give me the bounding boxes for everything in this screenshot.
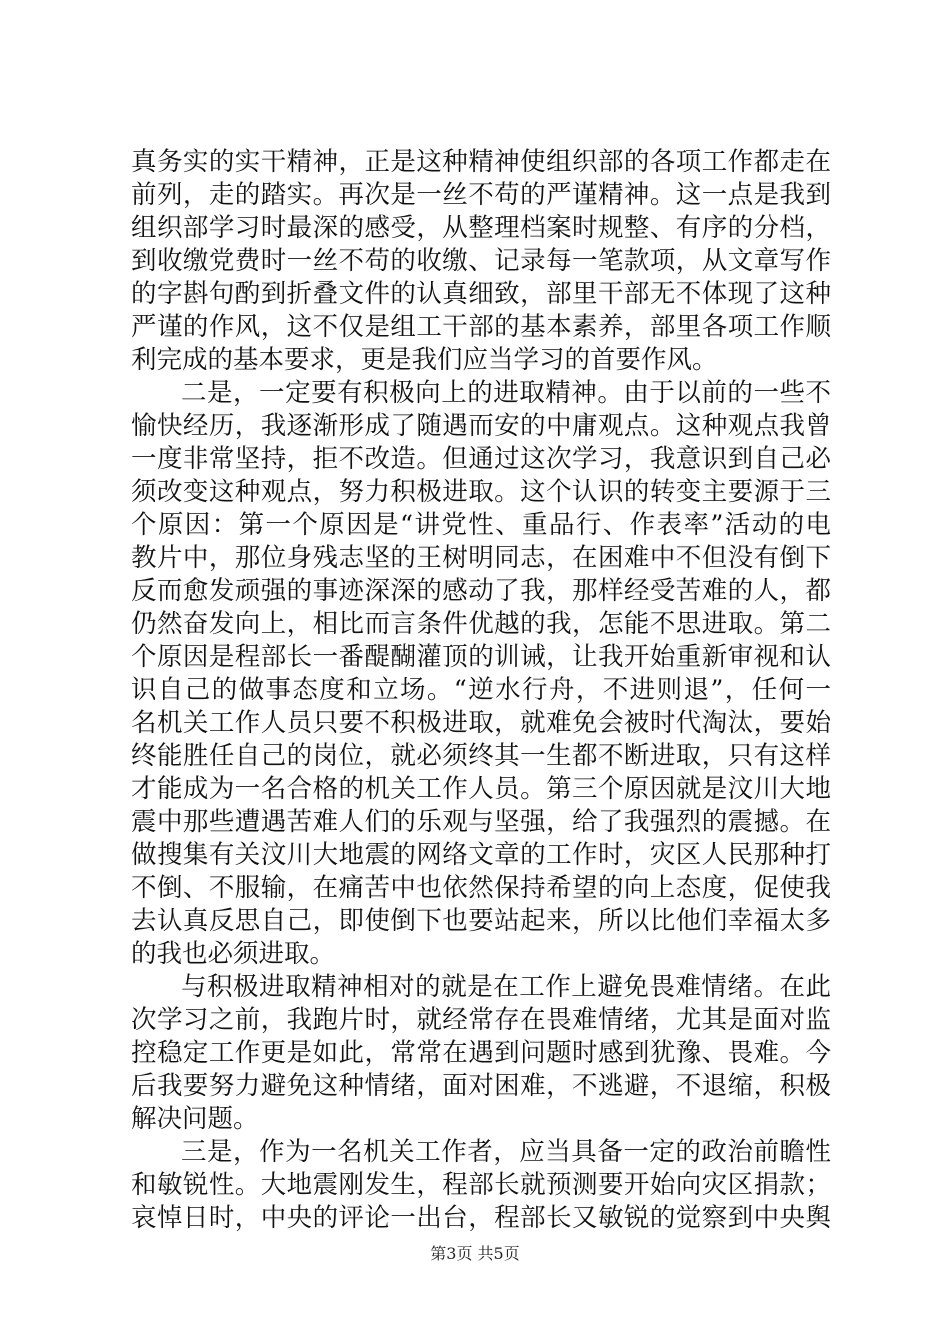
- text-line: 严谨的作风，这不仅是组工干部的基本素养，部里各项工作顺: [131, 312, 831, 342]
- text-line: 三是，作为一名机关工作者，应当具备一定的政治前瞻性: [181, 1137, 831, 1167]
- text-line: 次学习之前，我跑片时，就经常存在畏难情绪，尤其是面对监: [131, 1005, 831, 1035]
- text-line: 名机关工作人员只要不积极进取，就难免会被时代淘汰，要始: [131, 708, 831, 738]
- text-line: 哀悼日时，中央的评论一出台，程部长又敏锐的觉察到中央舆: [131, 1203, 831, 1233]
- text-line: 反而愈发顽强的事迹深深的感动了我，那样经受苦难的人，都: [131, 576, 831, 606]
- page-footer: 第3页 共5页: [430, 1244, 520, 1263]
- text-line: 做搜集有关汶川大地震的网络文章的工作时，灾区人民那种打: [131, 840, 831, 870]
- text-line: 的我也必须进取。: [131, 939, 336, 969]
- text-line: 才能成为一名合格的机关工作人员。第三个原因就是汶川大地: [131, 774, 831, 804]
- text-line: 一度非常坚持，拒不改造。但通过这次学习，我意识到自己必: [131, 444, 831, 474]
- text-line: 解决问题。: [131, 1104, 259, 1134]
- text-line: 不倒、不服输，在痛苦中也依然保持希望的向上态度，促使我: [131, 873, 831, 903]
- text-line: 二是，一定要有积极向上的进取精神。由于以前的一些不: [181, 378, 831, 408]
- text-line: 终能胜任自己的岗位，就必须终其一生都不断进取，只有这样: [131, 741, 831, 771]
- text-line: 和敏锐性。大地震刚发生，程部长就预测要开始向灾区捐款；: [131, 1170, 831, 1200]
- text-line: 去认真反思自己，即使倒下也要站起来，所以比他们幸福太多: [131, 906, 831, 936]
- text-line: 的字斟句酌到折叠文件的认真细致，部里干部无不体现了这种: [131, 279, 831, 309]
- text-line: 后我要努力避免这种情绪，面对困难，不逃避，不退缩，积极: [131, 1071, 831, 1101]
- text-line: 识自己的做事态度和立场。“逆水行舟，不进则退”，任何一: [131, 675, 831, 705]
- text-line: 与积极进取精神相对的就是在工作上避免畏难情绪。在此: [181, 972, 831, 1002]
- text-line: 震中那些遭遇苦难人们的乐观与坚强，给了我强烈的震撼。在: [131, 807, 831, 837]
- text-line: 仍然奋发向上，相比而言条件优越的我，怎能不思进取。第二: [131, 609, 831, 639]
- text-line: 前列，走的踏实。再次是一丝不苟的严谨精神。这一点是我到: [131, 180, 831, 210]
- text-line: 须改变这种观点，努力积极进取。这个认识的转变主要源于三: [131, 477, 831, 507]
- text-line: 利完成的基本要求，更是我们应当学习的首要作风。: [131, 345, 718, 375]
- text-line: 教片中，那位身残志坚的王树明同志，在困难中不但没有倒下: [131, 543, 831, 573]
- text-line: 组织部学习时最深的感受，从整理档案时规整、有序的分档，: [131, 213, 831, 243]
- text-line: 愉快经历，我逐渐形成了随遇而安的中庸观点。这种观点我曾: [131, 411, 831, 441]
- text-line: 个原因：第一个原因是“讲党性、重品行、作表率”活动的电: [131, 510, 831, 540]
- text-line: 控稳定工作更是如此，常常在遇到问题时感到犹豫、畏难。今: [131, 1038, 831, 1068]
- document-body: [131, 146, 831, 1235]
- text-line: 真务实的实干精神，正是这种精神使组织部的各项工作都走在: [131, 147, 831, 177]
- text-line: 个原因是程部长一番醍醐灌顶的训诫，让我开始重新审视和认: [131, 642, 831, 672]
- text-line: 到收缴党费时一丝不苟的收缴、记录每一笔款项，从文章写作: [131, 246, 831, 276]
